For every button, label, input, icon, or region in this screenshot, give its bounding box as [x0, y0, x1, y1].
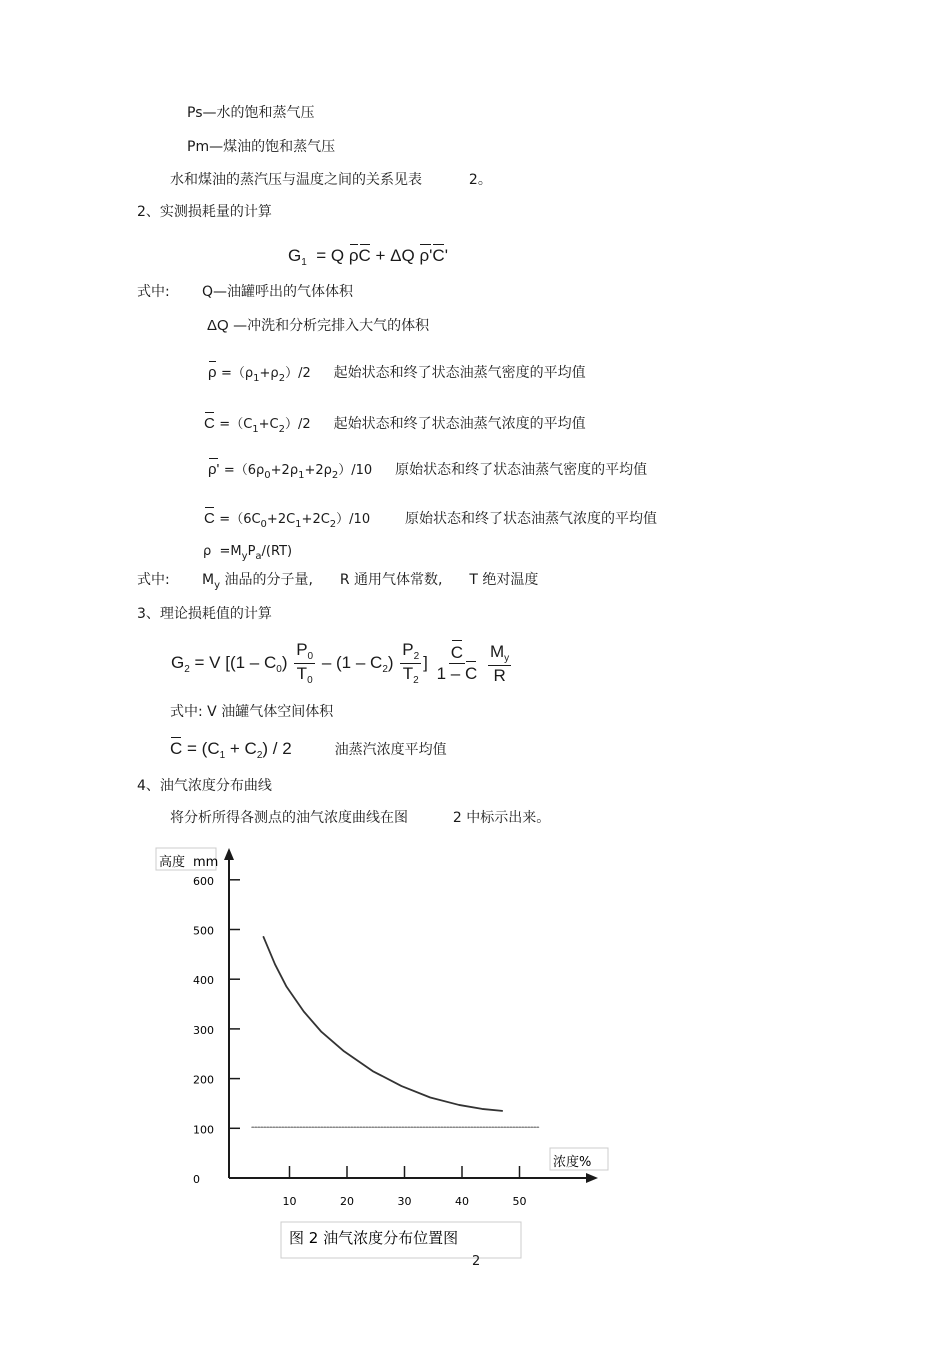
dq-text: —冲洗和分析完排入大气的体积 — [233, 318, 430, 334]
y-tick-label: 100 — [193, 1123, 214, 1137]
formula-g1: $G_1 = Q$ ρC + ΔQ ρ'C' — [288, 246, 448, 268]
rho-definition: $\rho =(\rho_1+\rho_2)/2$ 起始状态和终了状态油蒸气密度的平均值 — [208, 364, 586, 384]
where-label-2: 式中: — [137, 572, 170, 588]
section-4-title: 4、油气浓度分布曲线 — [137, 778, 272, 794]
x-tick-label: 20 — [340, 1195, 354, 1208]
relation-sentence: 水和煤油的蒸汽压与温度之间的关系见表 — [170, 172, 422, 188]
r-text: R 通用气体常数, — [339, 572, 443, 588]
y-tick-label: 500 — [193, 924, 214, 938]
figure-intro-ref: 2 中标示出来。 — [452, 810, 551, 826]
c-text: 起始状态和终了状态油蒸气浓度的平均值 — [333, 416, 586, 432]
pm-definition: Pm—煤油的饱和蒸气压 — [187, 139, 336, 155]
rho-formula: $\rho =M_yP_a/(RT)$ — [203, 544, 293, 562]
page-number: 2 — [472, 1254, 481, 1269]
y-tick-label: 300 — [193, 1023, 214, 1037]
t-text: T 绝对温度 — [469, 572, 539, 588]
chart-caption: 图 2 油气浓度分布位置图 — [289, 1229, 459, 1247]
section-3-title: 3、理论损耗值的计算 — [137, 606, 272, 622]
c-definition: $C =(C_1+C_2)/2$ 起始状态和终了状态油蒸气浓度的平均值 — [204, 415, 586, 435]
ps-definition: Ps—水的饱和蒸气压 — [187, 105, 315, 121]
y-tick-label: 400 — [193, 974, 214, 988]
dq-definition: ΔQ —冲洗和分析完排入大气的体积 — [207, 317, 430, 334]
rho-prime-text: 原始状态和终了状态油蒸气密度的平均值 — [395, 462, 648, 478]
x-tick-label: 50 — [512, 1195, 527, 1208]
x-tick-label: 30 — [397, 1195, 412, 1208]
figure-intro-text: 将分析所得各测点的油气浓度曲线在图 — [170, 810, 408, 826]
x-axis-arrow — [586, 1173, 598, 1183]
section-2-title: 2、实测损耗量的计算 — [137, 204, 272, 220]
y-axis-arrow — [224, 848, 234, 860]
y-axis-unit: mm — [193, 855, 219, 870]
relation-ref: 2。 — [468, 172, 492, 188]
my-text: 油品的分子量, — [224, 572, 313, 588]
q-definition: Q—油罐呼出的气体体积 — [202, 284, 354, 300]
rho-text: 起始状态和终了状态油蒸气密度的平均值 — [333, 365, 586, 381]
y-tick-label: 200 — [193, 1073, 214, 1087]
y-tick-label: 0 — [193, 1173, 200, 1186]
c-prime-definition: $C =(6C_0+2C_1+2C_2)/10$ 原始状态和终了状态油蒸气浓度的平均值 — [204, 510, 658, 530]
v-definition: 式中: V 油罐气体空间体积 — [170, 704, 334, 720]
c-prime-text: 原始状态和终了状态油蒸气浓度的平均值 — [405, 511, 658, 527]
x-tick-label: 40 — [455, 1195, 469, 1208]
rho-prime-definition: $\rho' =(6\rho_0+2\rho_1+2\rho_2)/10$ 原始状态和终了状态油蒸气密度的平均值 — [208, 461, 648, 481]
c-average-definition: $C = (C_1 + C_2) / 2$ 油蒸汽浓度平均值 — [170, 739, 447, 761]
y-tick-label: 600 — [193, 874, 214, 888]
x-tick-label: 10 — [282, 1195, 297, 1208]
c-average-text: 油蒸汽浓度平均值 — [334, 742, 447, 758]
where-label-1: 式中: — [137, 284, 170, 300]
formula-g2: $G_2 = V$ [$(1 - C_0)$ $\frac{P_0}{T_0}$ – $(1 - C_2)$ $\frac{P_2}{T_2}$ ] $\frac{C}{1 - C}$ $\frac{M_y}{R}$ — [171, 640, 510, 686]
concentration-curve — [264, 937, 503, 1111]
x-axis-label: 浓度% — [553, 1155, 592, 1170]
y-axis-label: 高度 — [159, 855, 186, 870]
my-definition: $M_y$ 油品的分子量, R 通用气体常数, T 绝对温度 — [202, 572, 539, 591]
